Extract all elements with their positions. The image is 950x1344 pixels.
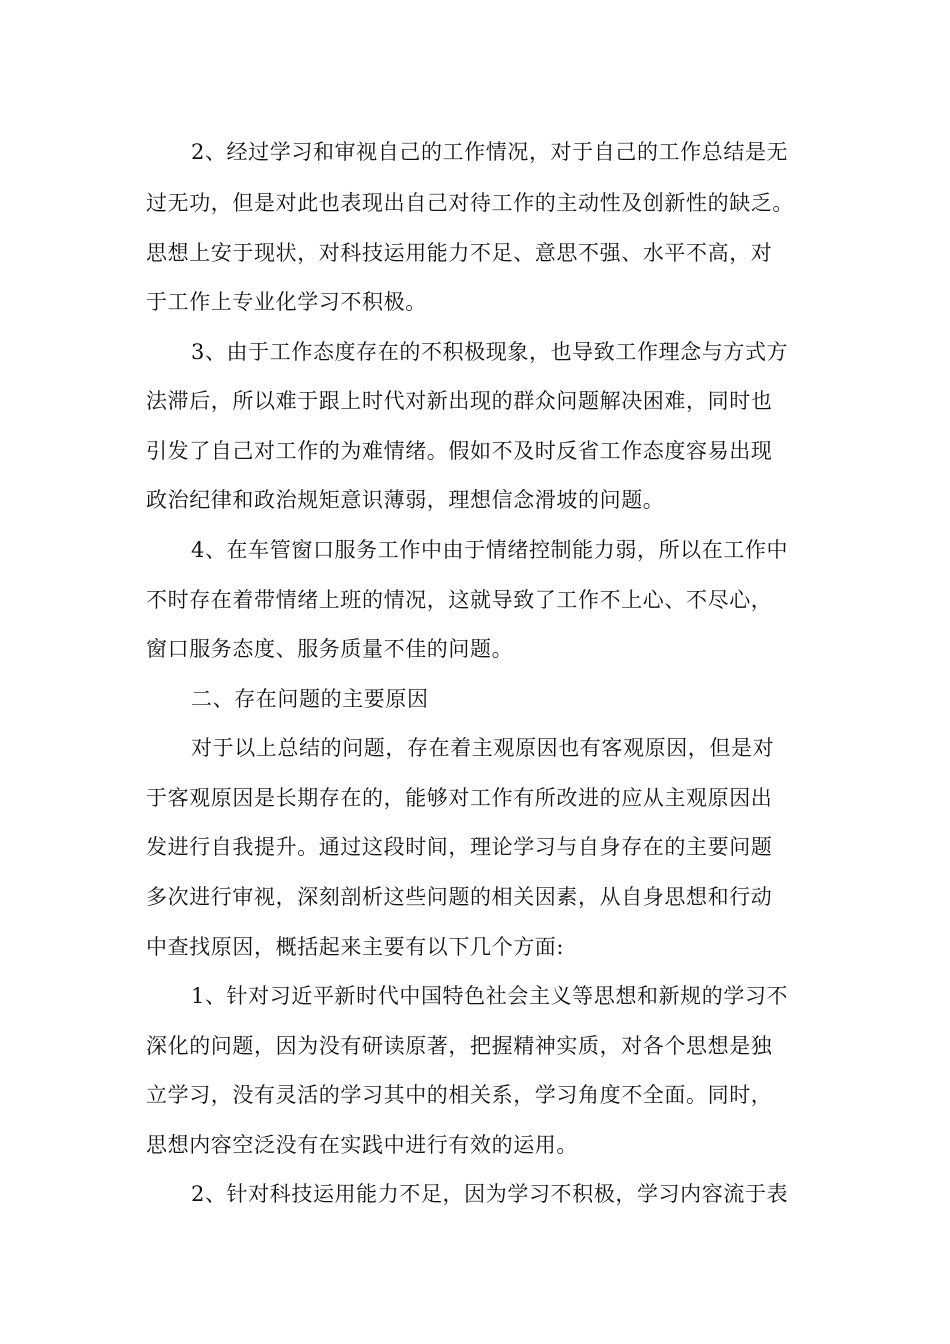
paragraph-line: 深化的问题，因为没有研读原著，把握精神实质，对各个思想是独 xyxy=(146,1034,773,1058)
paragraph-line: 引发了自己对工作的为难情绪。假如不及时反省工作态度容易出现 xyxy=(146,439,773,463)
paragraph-line: 中查找原因，概括起来主要有以下几个方面: xyxy=(146,935,565,959)
paragraph-line: 思想上安于现状，对科技运用能力不足、意思不强、水平不高，对 xyxy=(146,241,773,265)
paragraph-line: 过无功，但是对此也表现出自己对待工作的主动性及创新性的缺乏。 xyxy=(146,191,794,215)
paragraph-line: 窗口服务态度、服务质量不佳的问题。 xyxy=(146,637,514,661)
paragraph-line: 于客观原因是长期存在的，能够对工作有所改进的应从主观原因出 xyxy=(146,786,773,810)
paragraph-line: 发进行自我提升。通过这段时间，理论学习与自身存在的主要问题 xyxy=(146,835,773,859)
paragraph-line: 法滞后，所以难于跟上时代对新出现的群众问题解决困难，同时也 xyxy=(146,389,773,413)
paragraph-line: 于工作上专业化学习不积极。 xyxy=(146,290,427,314)
paragraph-line: 多次进行审视，深刻剖析这些问题的相关因素，从自身思想和行动 xyxy=(146,885,773,909)
section-heading: 二、存在问题的主要原因 xyxy=(191,687,429,711)
paragraph-line: 4、在车管窗口服务工作中由于情绪控制能力弱，所以在工作中 xyxy=(191,538,789,562)
paragraph-line: 1、针对习近平新时代中国特色社会主义等思想和新规的学习不 xyxy=(191,984,789,1008)
paragraph-line: 对于以上总结的问题，存在着主观原因也有客观原因，但是对 xyxy=(191,736,775,760)
paragraph-line: 政治纪律和政治规矩意识薄弱，理想信念滑坡的问题。 xyxy=(146,488,665,512)
paragraph-line: 2、经过学习和审视自己的工作情况，对于自己的工作总结是无 xyxy=(191,140,789,164)
paragraph-line: 2、针对科技运用能力不足，因为学习不积极，学习内容流于表 xyxy=(191,1182,789,1206)
paragraph-line: 3、由于工作态度存在的不积极现象，也导致工作理念与方式方 xyxy=(191,340,789,364)
paragraph-line: 立学习，没有灵活的学习其中的相关系，学习角度不全面。同时， xyxy=(146,1083,773,1107)
paragraph-line: 不时存在着带情绪上班的情况，这就导致了工作不上心、不尽心， xyxy=(146,588,773,612)
paragraph-line: 思想内容空泛没有在实践中进行有效的运用。 xyxy=(146,1133,578,1157)
